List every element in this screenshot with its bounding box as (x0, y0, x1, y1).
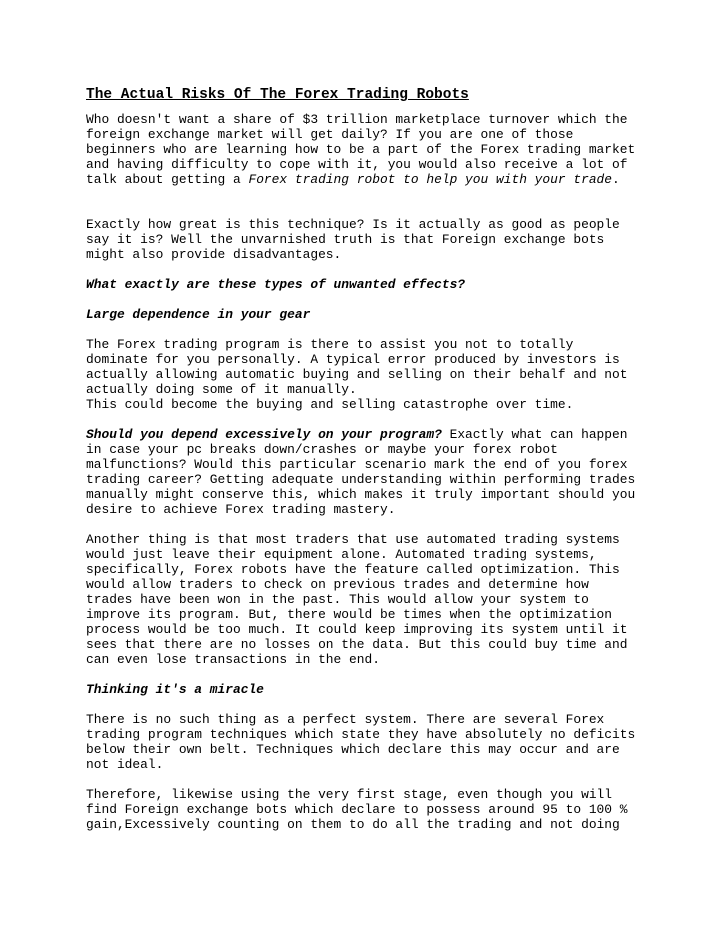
paragraph-intro-emphasis: Forex trading robot to help you with your trade (248, 172, 613, 187)
paragraph-optimization: Another thing is that most traders that use automated trading systems would just leave their equipment alone. Automated trading systems, specifically, Forex robots have the feature called optimization. This would allow traders to check on previous trades and determine how trades have been won in the past. This would allow your system to improve its program. But, there would be times when the optimization process would be too much. It could keep improving its system until it sees that there are no losses on the data. But this could buy time and can even lose transactions in the end. (86, 532, 628, 667)
paragraph-depend-lead: Should you depend excessively on your program? (86, 427, 442, 442)
paragraph-intro (86, 112, 638, 187)
paragraph-program-assist: The Forex trading program is there to assist you not to totally dominate for you personally. A typical error produced by investors is actually allowing automatic buying and selling on their behalf and not actually doing some of it manually. (86, 337, 628, 397)
paragraph-intro-end: . (612, 172, 620, 187)
document-title: The Actual Risks Of The Forex Trading Robots (86, 87, 469, 103)
document-page (86, 86, 638, 832)
paragraph-intro-text: Who doesn't want a share of $3 trillion marketplace turnover which the foreign exchange market will get daily? If you are one of those beginners who are learning how to be a part of the Forex trading market and having difficulty to cope with it, you would also receive a lot of talk about getting a (86, 112, 636, 187)
paragraph-depend-excessively (86, 427, 638, 517)
paragraph-catastrophe: This could become the buying and selling catastrophe over time. (86, 397, 574, 412)
heading-large-dependence: Large dependence in your gear (86, 307, 311, 322)
paragraph-first-stage: Therefore, likewise using the very first stage, even though you will find Foreign exchange bots which declare to possess around 95 to 100 % gain,Excessively counting on them to do all the trading and not doing (86, 787, 628, 832)
heading-unwanted-effects: What exactly are these types of unwanted effects? (86, 277, 466, 292)
paragraph-depend-text: Exactly what can happen in case your pc breaks down/crashes or maybe your forex robot malfunctions? Would this particular scenario mark the end of you forex trading career? Getting adequate understanding within performing trades manually might conserve this, which makes it truly important should you desire to achieve Forex trading mastery. (86, 427, 636, 517)
paragraph-perfect-system: There is no such thing as a perfect system. There are several Forex trading program techniques which state they have absolutely no deficits below their own belt. Techniques which declare this may occur and are not ideal. (86, 712, 636, 772)
heading-miracle: Thinking it's a miracle (86, 682, 264, 697)
paragraph-technique: Exactly how great is this technique? Is it actually as good as people say it is? Well the unvarnished truth is that Foreign exchange bots might also provide disadvantages. (86, 217, 620, 262)
